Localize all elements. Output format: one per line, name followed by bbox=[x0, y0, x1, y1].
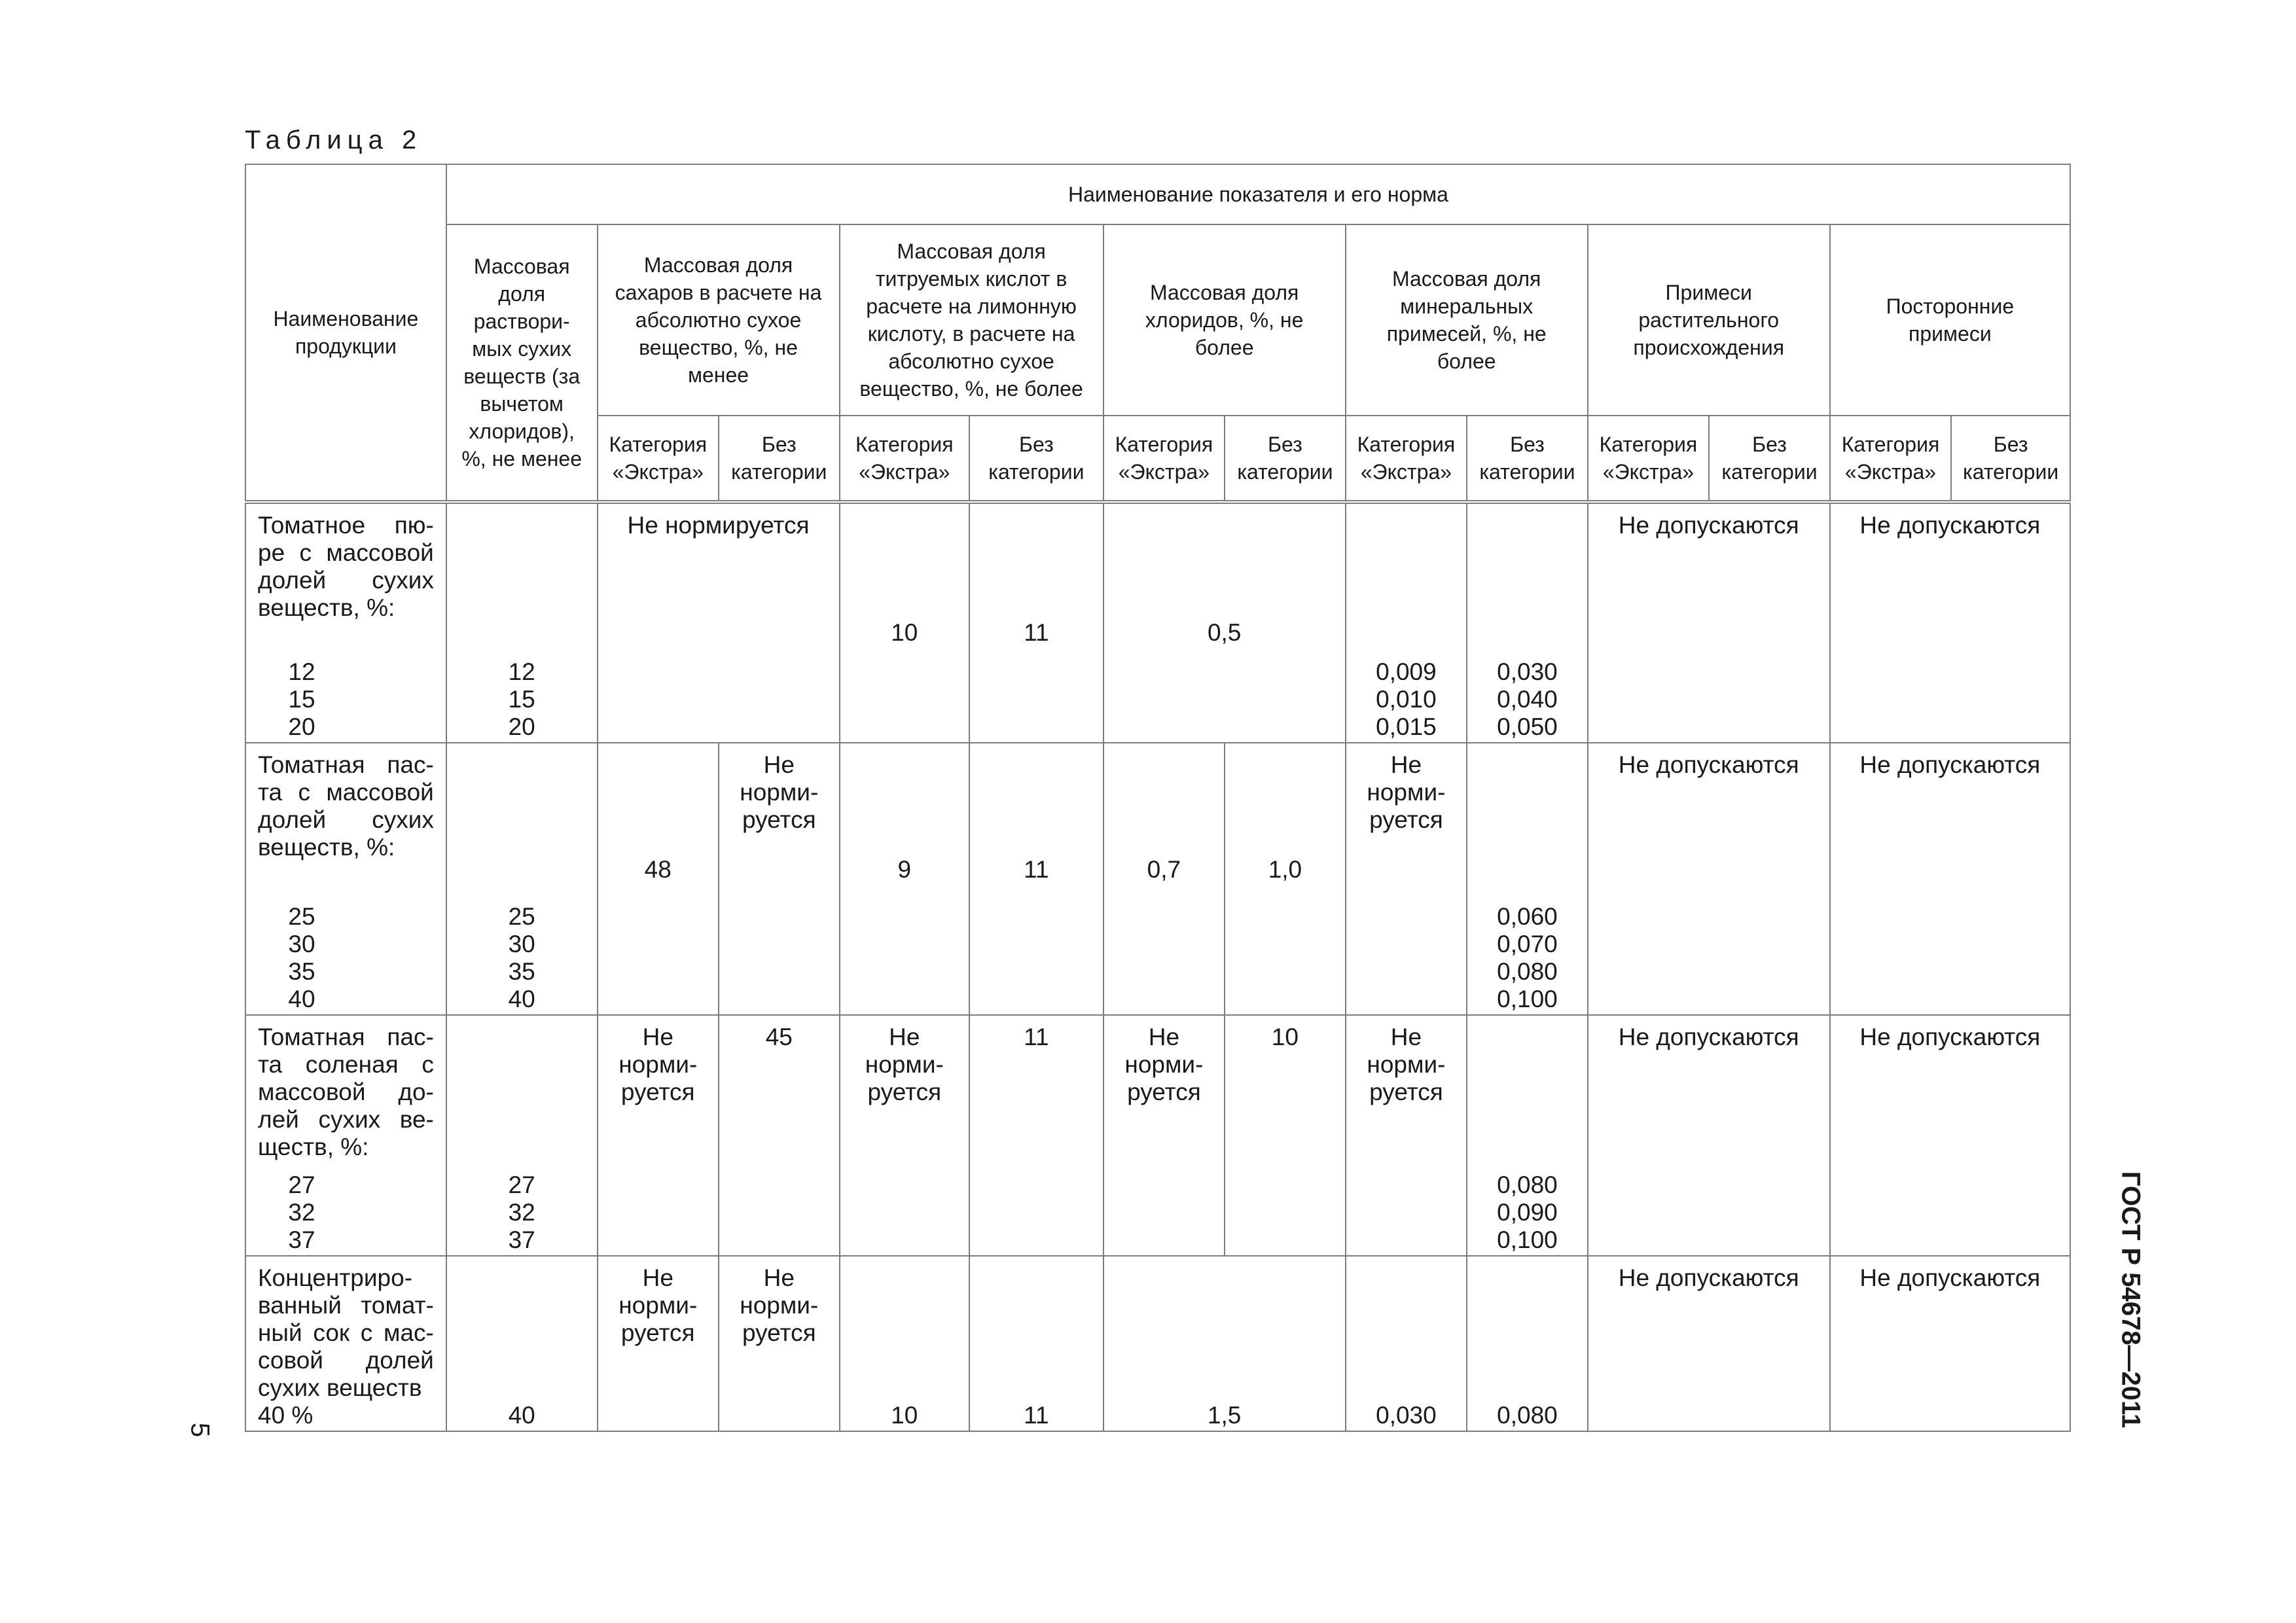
grade-list: 25 30 35 40 bbox=[288, 903, 315, 1012]
table-row bbox=[245, 743, 2070, 1015]
product-name: Концентриро-ванный томат-ный сок с мас-совой долей сухих веществ bbox=[258, 1264, 434, 1401]
sugar-nocat-cell: 45 bbox=[719, 1015, 840, 1256]
header-chlorides: Массовая доля хлоридов, %, не более bbox=[1103, 224, 1346, 416]
product-cell bbox=[245, 502, 446, 743]
product-cell bbox=[245, 1256, 446, 1431]
header-foreign-impurities: Посторонние примеси bbox=[1830, 224, 2070, 416]
header-plant-nocat: Без категории bbox=[1709, 416, 1830, 502]
product-name: Томатное пю-ре с массовой долей сухих веществ, %: bbox=[258, 512, 434, 621]
mineral-nocat-cell: 0,030 0,040 0,050 bbox=[1467, 502, 1588, 743]
header-chlorides-extra: Категория «Экстра» bbox=[1103, 416, 1225, 502]
header-foreign-nocat: Без категории bbox=[1951, 416, 2070, 502]
product-name: Томатная пас-та соленая с массовой до-лей сухих ве-ществ, %: bbox=[258, 1024, 434, 1160]
acid-nocat-cell: 11 bbox=[969, 743, 1103, 1015]
header-foreign-extra: Категория «Экстра» bbox=[1830, 416, 1952, 502]
sugar-nocat-cell: Не норми-руется bbox=[719, 1256, 840, 1431]
sugar-extra-cell: 48 bbox=[598, 743, 719, 1015]
solids-cell: 40 bbox=[446, 1256, 598, 1431]
table-row bbox=[245, 502, 2070, 743]
header-acids: Массовая доля титруемых кислот в расчете на лимонную кислоту, в расчете на абсолютно сухое вещество, %, не более bbox=[840, 224, 1103, 416]
chl-nocat-cell: 10 bbox=[1225, 1015, 1346, 1256]
sugars-cell: Не нормируется bbox=[598, 502, 840, 743]
page-number: 5 bbox=[185, 1422, 215, 1438]
header-soluble-solids: Массовая доля раствори-мых сухих веществ (за вычетом хлоридов), %, не менее bbox=[446, 224, 598, 502]
mineral-extra-cell: 0,009 0,010 0,015 bbox=[1346, 502, 1467, 743]
foreign-impurities-cell: Не допускаются bbox=[1830, 1256, 2070, 1431]
table-row bbox=[245, 1256, 2070, 1431]
header-acids-nocat: Без категории bbox=[969, 416, 1103, 502]
product-cell bbox=[245, 1015, 446, 1256]
plant-impurities-cell: Не допускаются bbox=[1588, 743, 1830, 1015]
acid-extra-cell: Не норми-руется bbox=[840, 1015, 970, 1256]
sugar-extra-cell: Не норми-руется bbox=[598, 1256, 719, 1431]
mineral-extra-cell: 0,030 bbox=[1346, 1256, 1467, 1431]
standards-table bbox=[245, 164, 2071, 1432]
table-caption: Таблица 2 bbox=[245, 126, 423, 154]
acid-nocat-cell: 11 bbox=[969, 1015, 1103, 1256]
grade-list: 27 32 37 bbox=[288, 1171, 315, 1253]
product-name: Томатная пас-та с массовой долей сухих веществ, %: bbox=[258, 751, 434, 861]
header-acids-extra: Категория «Экстра» bbox=[840, 416, 970, 502]
acid-extra-cell: 9 bbox=[840, 743, 970, 1015]
header-plant-impurities: Примеси растительного происхождения bbox=[1588, 224, 1830, 416]
solids-cell: 27 32 37 bbox=[446, 1015, 598, 1256]
mineral-extra-cell: Не норми-руется bbox=[1346, 1015, 1467, 1256]
foreign-impurities-cell: Не допускаются bbox=[1830, 743, 2070, 1015]
header-chlorides-nocat: Без категории bbox=[1225, 416, 1346, 502]
table-row bbox=[245, 1015, 2070, 1256]
product-grade: 40 % bbox=[258, 1402, 314, 1429]
header-sugars: Массовая доля сахаров в расчете на абсолютно сухое вещество, %, не менее bbox=[598, 224, 840, 416]
mineral-nocat-cell: 0,080 bbox=[1467, 1256, 1588, 1431]
grade-list: 12 15 20 bbox=[288, 658, 315, 740]
header-mineral-extra: Категория «Экстра» bbox=[1346, 416, 1467, 502]
sugar-extra-cell: Не норми-руется bbox=[598, 1015, 719, 1256]
product-cell bbox=[245, 743, 446, 1015]
acid-extra-cell: 10 bbox=[840, 1256, 970, 1431]
acid-nocat-cell: 11 bbox=[969, 502, 1103, 743]
solids-cell: 12 15 20 bbox=[446, 502, 598, 743]
header-product: Наименование продукции bbox=[245, 164, 446, 502]
header-mineral: Массовая доля минеральных примесей, %, не более bbox=[1346, 224, 1588, 416]
chl-extra-cell: 0,7 bbox=[1103, 743, 1225, 1015]
plant-impurities-cell: Не допускаются bbox=[1588, 502, 1830, 743]
header-group-title: Наименование показателя и его норма bbox=[446, 164, 2070, 224]
acid-extra-cell: 10 bbox=[840, 502, 970, 743]
sugar-nocat-cell: Не норми-руется bbox=[719, 743, 840, 1015]
header-sugars-extra: Категория «Экстра» bbox=[598, 416, 719, 502]
chlorides-cell: 0,5 bbox=[1103, 502, 1346, 743]
mineral-nocat-cell: 0,080 0,090 0,100 bbox=[1467, 1015, 1588, 1256]
chl-extra-cell: Не норми-руется bbox=[1103, 1015, 1225, 1256]
plant-impurities-cell: Не допускаются bbox=[1588, 1015, 1830, 1256]
foreign-impurities-cell: Не допускаются bbox=[1830, 1015, 2070, 1256]
mineral-nocat-cell: 0,060 0,070 0,080 0,100 bbox=[1467, 743, 1588, 1015]
header-plant-extra: Категория «Экстра» bbox=[1588, 416, 1710, 502]
header-sugars-nocat: Без категории bbox=[719, 416, 840, 502]
standard-designation: ГОСТ Р 54678—2011 bbox=[2116, 1171, 2145, 1429]
solids-cell: 25 30 35 40 bbox=[446, 743, 598, 1015]
foreign-impurities-cell: Не допускаются bbox=[1830, 502, 2070, 743]
header-mineral-nocat: Без категории bbox=[1467, 416, 1588, 502]
acid-nocat-cell: 11 bbox=[969, 1256, 1103, 1431]
plant-impurities-cell: Не допускаются bbox=[1588, 1256, 1830, 1431]
chlorides-cell: 1,5 bbox=[1103, 1256, 1346, 1431]
mineral-extra-cell: Не норми-руется bbox=[1346, 743, 1467, 1015]
chl-nocat-cell: 1,0 bbox=[1225, 743, 1346, 1015]
